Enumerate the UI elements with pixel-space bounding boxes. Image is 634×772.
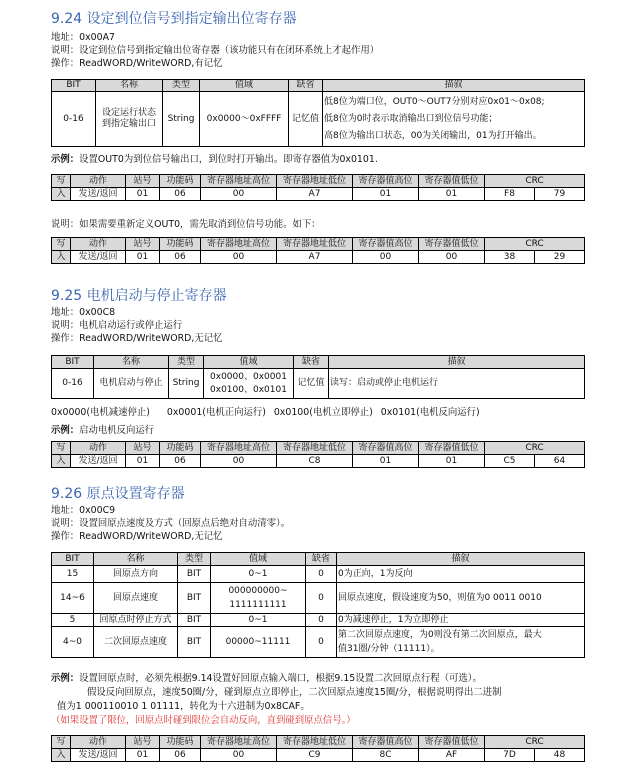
example-text [51, 425, 154, 437]
header-description: 描叙 [323, 80, 585, 92]
modbus-frame-table [51, 174, 585, 201]
header-name: 名称 [94, 356, 169, 369]
cell: 00 [353, 251, 419, 264]
range-line: 000000000~ [228, 586, 288, 596]
header-type: 类型 [163, 80, 200, 92]
header-action: 动作 [71, 736, 126, 749]
cell-range: 00000~11111 [211, 627, 306, 658]
warning-text: （如果设置了限位，回原点时碰到限位会自动反向，直到碰到原点信号。） [51, 715, 356, 726]
cell: 00 [201, 188, 277, 201]
cell-range [204, 369, 294, 399]
example-label: 示例： [51, 425, 80, 436]
header-range: 值域 [204, 356, 294, 369]
cell: 48 [535, 749, 585, 762]
header-description: 描叙 [337, 553, 585, 566]
address-text: 地址：0x00C9 [51, 505, 116, 516]
header-value-low: 寄存器值低位 [419, 442, 485, 455]
address-text: 地址：0x00A7 [51, 32, 115, 43]
cell-range: 0x0000～0xFFFF [200, 92, 289, 147]
cell: 06 [160, 749, 201, 762]
cell: 79 [535, 188, 585, 201]
header-value-high: 寄存器值高位 [353, 175, 419, 188]
header-bit: BIT [52, 80, 96, 92]
table-row [52, 749, 585, 762]
cell-description: 读写：启动或停止电机运行 [329, 369, 585, 399]
header-addr-low: 寄存器地址低位 [277, 442, 353, 455]
cell: 00 [201, 749, 277, 762]
cell-range [211, 583, 306, 614]
header-value-high: 寄存器值高位 [353, 736, 419, 749]
example-text: 值为1 000110010 1 01111，转化为十六进制为0x8CAF。 [57, 701, 310, 712]
cell-type: BIT [178, 583, 211, 614]
cell-bit: 4~0 [52, 627, 94, 658]
cell: A7 [277, 188, 353, 201]
cell-range: 0~1 [211, 566, 306, 583]
table-row [52, 614, 585, 627]
operation-text: 操作：ReadWORD/WriteWORD,无记忆 [51, 531, 223, 542]
header-function: 功能码 [160, 238, 201, 251]
desc-line: 值31圈/分钟（11111）。 [338, 644, 440, 654]
cell-bit: 0-16 [52, 92, 96, 147]
header-value-high: 寄存器值高位 [353, 442, 419, 455]
header-function: 功能码 [160, 175, 201, 188]
range-line: 0x0100、0x0101 [210, 384, 287, 395]
cell-type: String [163, 92, 200, 147]
header-addr-low: 寄存器地址低位 [277, 175, 353, 188]
cell: 发送/返回 [71, 188, 126, 201]
register-table-9-24 [51, 79, 585, 147]
cell: C8 [277, 455, 353, 468]
header-addr-low: 寄存器地址低位 [277, 736, 353, 749]
cell-range: 0~1 [211, 614, 306, 627]
table-row [52, 92, 585, 147]
header-default: 缺省 [289, 80, 323, 92]
header-default: 缺省 [306, 553, 337, 566]
value-item: 0x0100(电机立即停止) [273, 407, 373, 418]
header-addr-high: 寄存器地址高位 [201, 736, 277, 749]
cell-default: 0 [306, 614, 337, 627]
frame-side-label: 入 [52, 251, 71, 264]
address-text: 地址：0x00C8 [51, 307, 116, 318]
register-table-9-25 [51, 355, 585, 399]
cell-bit: 0-16 [52, 369, 94, 399]
desc-line: 第二次回原点速度，为0则没有第二次回原点，最大 [338, 630, 542, 640]
header-value-low: 寄存器值低位 [419, 238, 485, 251]
header-addr-high: 寄存器地址高位 [201, 175, 277, 188]
frame-side-label: 入 [52, 749, 71, 762]
example-text [51, 673, 482, 685]
cell-name: 回原点方向 [94, 566, 178, 583]
cell: 00 [201, 251, 277, 264]
cell-default: 0 [306, 627, 337, 658]
range-line: 1111111111 [229, 600, 287, 610]
header-action: 动作 [71, 442, 126, 455]
operation-text: 操作：ReadWORD/WriteWORD,无记忆 [51, 333, 223, 344]
cell: F8 [485, 188, 535, 201]
value-list [51, 404, 480, 418]
header-value-low: 寄存器值低位 [419, 736, 485, 749]
header-action: 动作 [71, 175, 126, 188]
cell: 01 [126, 251, 160, 264]
cell-bit: 15 [52, 566, 94, 583]
cell: C5 [485, 455, 535, 468]
table-row [52, 566, 585, 583]
cell-type: BIT [178, 566, 211, 583]
table-row [52, 369, 585, 399]
cell: 29 [535, 251, 585, 264]
table-row [52, 455, 585, 468]
header-value-low: 寄存器值低位 [419, 175, 485, 188]
header-name: 名称 [96, 80, 163, 92]
header-default: 缺省 [294, 356, 329, 369]
cell: A7 [277, 251, 353, 264]
cell-description [337, 627, 585, 658]
cell: AF [419, 749, 485, 762]
value-item: 0x0001(电机正向运行) [166, 407, 266, 418]
cell: 7D [485, 749, 535, 762]
range-line: 0x0000、0x0001 [210, 371, 287, 382]
cell: 01 [353, 188, 419, 201]
cell: 发送/返回 [71, 455, 126, 468]
cell-type: String [169, 369, 204, 399]
section-title-9-26: 9.26 原点设置寄存器 [51, 486, 185, 502]
cell: 06 [160, 251, 201, 264]
example-text [51, 154, 378, 166]
desc-line: 高8位为输出口状态，00为关闭输出，01为打开输出。 [324, 130, 542, 141]
header-function: 功能码 [160, 442, 201, 455]
cell-default: 记忆值 [289, 92, 323, 147]
cell-description: 0为正向，1为反向 [337, 566, 585, 583]
modbus-frame-table [51, 735, 585, 762]
header-bit: BIT [52, 553, 94, 566]
cell: 01 [126, 455, 160, 468]
header-addr-high: 寄存器地址高位 [201, 442, 277, 455]
table-row [52, 188, 585, 201]
frame-side-label: 入 [52, 188, 71, 201]
cell: 发送/返回 [71, 251, 126, 264]
header-range: 值域 [200, 80, 289, 92]
cell: 38 [485, 251, 535, 264]
example-body: 设置回原点时，必须先根据9.14设置好回原点输入端口，根据9.15设置二次回原点行程（可选）。 [79, 673, 482, 684]
example-label: 示例： [51, 154, 80, 165]
header-station: 站号 [126, 442, 160, 455]
header-crc: CRC [485, 175, 585, 188]
header-name: 名称 [94, 553, 178, 566]
cell-default: 0 [306, 566, 337, 583]
description-text: 说明：设定到位信号到指定输出位寄存器（该功能只有在闭环系统上才起作用） [51, 45, 380, 56]
frame-side-label: 写 [52, 175, 71, 188]
cell-name-line: 设定运行状态 [101, 108, 156, 118]
header-description: 描叙 [329, 356, 585, 369]
cell: 06 [160, 188, 201, 201]
cell-type: BIT [178, 627, 211, 658]
cell-description: 0为减速停止，1为立即停止 [337, 614, 585, 627]
value-item: 0x0000(电机减速停止) [51, 407, 150, 418]
header-type: 类型 [178, 553, 211, 566]
cell-bit: 5 [52, 614, 94, 627]
cell: 01 [419, 455, 485, 468]
modbus-frame-table [51, 441, 585, 468]
cell: 01 [126, 749, 160, 762]
example-label: 示例： [51, 673, 80, 684]
cell-name: 回原点时停止方式 [94, 614, 178, 627]
header-function: 功能码 [160, 736, 201, 749]
frame-side-label: 入 [52, 455, 71, 468]
cell: 00 [201, 455, 277, 468]
table-row [52, 251, 585, 264]
cell: 发送/返回 [71, 749, 126, 762]
cell: 8C [353, 749, 419, 762]
operation-text: 操作：ReadWORD/WriteWORD,有记忆 [51, 58, 223, 69]
cell-description [323, 92, 585, 147]
cell: C9 [277, 749, 353, 762]
header-addr-low: 寄存器地址低位 [277, 238, 353, 251]
value-item: 0x0101(电机反向运行) [380, 407, 480, 418]
frame-side-label: 写 [52, 238, 71, 251]
desc-line: 低8位为0时表示取消输出口到位信号功能； [324, 113, 498, 124]
table-row [52, 583, 585, 614]
cell-default: 0 [306, 583, 337, 614]
register-table-9-26 [51, 552, 585, 658]
cell: 01 [126, 188, 160, 201]
header-station: 站号 [126, 175, 160, 188]
example-body: 启动电机反向运行 [79, 425, 155, 436]
example-text: 假设反向回原点，速度50圈/分，碰到原点立即停止，二次回原点速度15圈/分，根据说明得出二进制 [87, 687, 502, 698]
modbus-frame-table [51, 237, 585, 264]
cell: 00 [419, 251, 485, 264]
cell-name: 回原点速度 [94, 583, 178, 614]
header-station: 站号 [126, 736, 160, 749]
cell: 64 [535, 455, 585, 468]
cell-bit: 14~6 [52, 583, 94, 614]
table-row [52, 627, 585, 658]
header-bit: BIT [52, 356, 94, 369]
cell-name: 二次回原点速度 [94, 627, 178, 658]
cell-name-line: 到指定输出口 [101, 119, 156, 129]
cell: 06 [160, 455, 201, 468]
cell: 01 [353, 455, 419, 468]
header-crc: CRC [485, 442, 585, 455]
section-title-9-24: 9.24 设定到位信号到指定输出位寄存器 [51, 11, 297, 27]
header-addr-high: 寄存器地址高位 [201, 238, 277, 251]
header-type: 类型 [169, 356, 204, 369]
header-crc: CRC [485, 736, 585, 749]
header-range: 值域 [211, 553, 306, 566]
header-crc: CRC [485, 238, 585, 251]
cell-name [96, 92, 163, 147]
frame-side-label: 写 [52, 442, 71, 455]
example-body: 设置OUT0为到位信号输出口，到位时打开输出。即寄存器值为0x0101. [79, 154, 378, 165]
section-title-9-25: 9.25 电机启动与停止寄存器 [51, 288, 227, 304]
cell-description: 回原点速度，假设速度为50，则值为0 0011 0010 [337, 583, 585, 614]
description-text: 说明：设置回原点速度及方式（回原点后绝对自动清零）。 [51, 518, 291, 529]
note-text: 说明：如果需要重新定义OUT0，需先取消到位信号功能。如下： [51, 219, 321, 230]
description-text: 说明：电机启动运行或停止运行 [51, 320, 183, 331]
cell: 01 [419, 188, 485, 201]
cell-default: 记忆值 [294, 369, 329, 399]
header-value-high: 寄存器值高位 [353, 238, 419, 251]
cell-type: BIT [178, 614, 211, 627]
desc-line: 低8位为端口位，OUT0～OUT7分别对应0x01～0x08; [324, 96, 545, 107]
cell-name: 电机启动与停止 [94, 369, 169, 399]
header-station: 站号 [126, 238, 160, 251]
header-action: 动作 [71, 238, 126, 251]
frame-side-label: 写 [52, 736, 71, 749]
